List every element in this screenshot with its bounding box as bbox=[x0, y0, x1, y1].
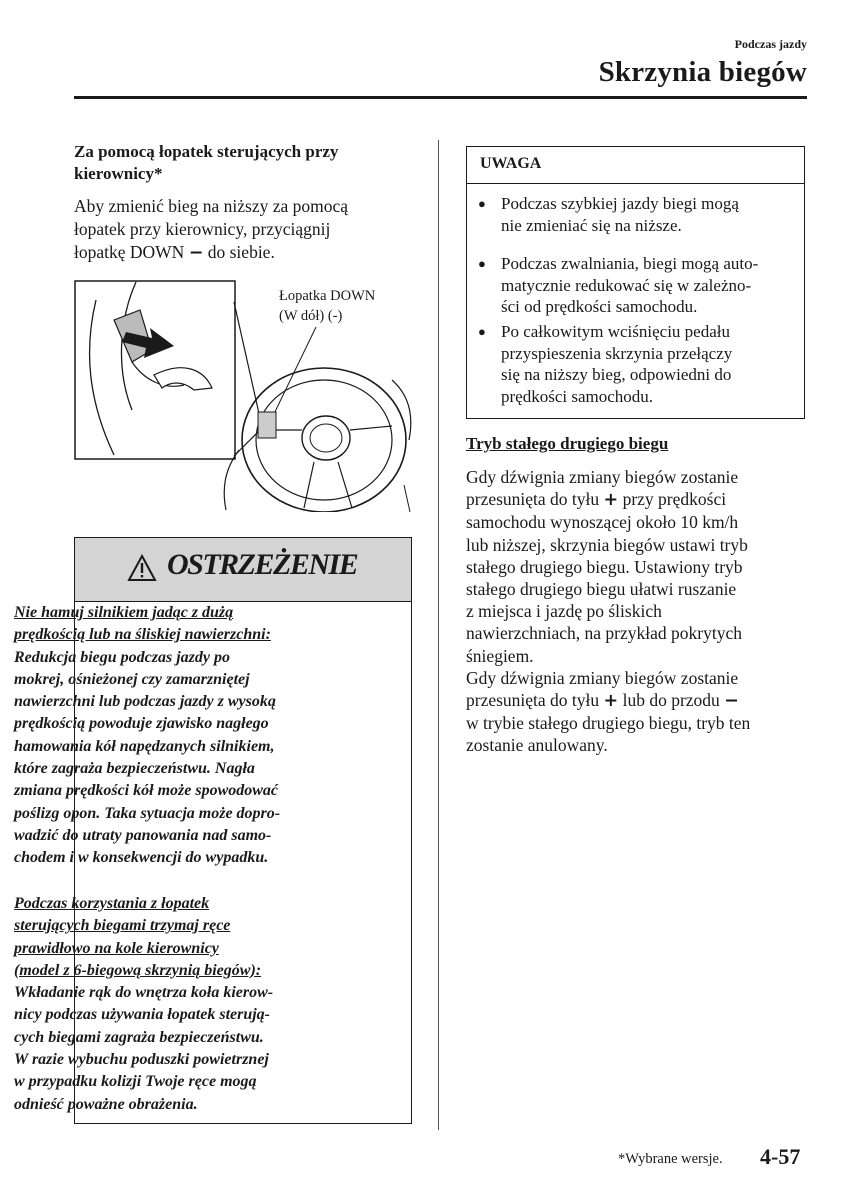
callout-line: (W dół) (-) bbox=[279, 308, 343, 324]
warning-triangle-icon bbox=[127, 554, 157, 582]
note-item bbox=[478, 193, 801, 236]
warning-paragraph bbox=[14, 602, 334, 870]
note-line: ści od prędkości samochodu. bbox=[501, 297, 698, 316]
body-line: z miejsca i jazdę po śliskich bbox=[466, 601, 662, 622]
heading-line: Za pomocą łopatek sterujących przy bbox=[74, 142, 339, 161]
body-text: łopatkę DOWN bbox=[74, 242, 185, 262]
warning-subheading: Podczas korzystania z łopatek bbox=[14, 895, 210, 912]
note-title: UWAGA bbox=[480, 155, 542, 172]
note-line: Po całkowitym wciśnięciu pedału bbox=[501, 322, 730, 341]
body-line bbox=[466, 689, 806, 712]
bullet-icon: ● bbox=[478, 324, 486, 339]
body-text: przesunięta do tyłu bbox=[466, 489, 600, 510]
bullet-icon: ● bbox=[478, 256, 486, 271]
second-gear-mode-text bbox=[466, 466, 806, 757]
body-text: do siebie. bbox=[207, 242, 275, 262]
bullet-icon: ● bbox=[478, 196, 486, 211]
warning-line: prędkością powoduje zjawisko nagłego bbox=[14, 715, 269, 733]
body-text: przesunięta do tyłu bbox=[466, 690, 600, 711]
steering-wheel-paddle-illustration bbox=[74, 280, 430, 512]
note-item bbox=[478, 321, 801, 407]
body-line: lub niższej, skrzynia biegów ustawi tryb bbox=[466, 534, 748, 555]
note-line: się na niższy bieg, odpowiedni do bbox=[501, 365, 732, 384]
plus-symbol: + bbox=[603, 691, 619, 712]
page-number: 4-57 bbox=[760, 1144, 801, 1169]
warning-line: poślizg opon. Taka sytuacja może dopro- bbox=[14, 804, 281, 822]
minus-symbol: − bbox=[188, 243, 204, 263]
warning-subheading: prawidłowo na kole kierownicy bbox=[14, 939, 219, 957]
paddle-down-callout bbox=[279, 286, 375, 326]
footer-note: *Wybrane wersje. bbox=[618, 1151, 723, 1167]
warning-paragraph bbox=[14, 893, 334, 1116]
minus-symbol: − bbox=[724, 691, 739, 712]
body-line: Gdy dźwignia zmiany biegów zostanie bbox=[466, 467, 739, 487]
body-text: przy prędkości bbox=[622, 489, 727, 510]
page-title: Skrzynia biegów bbox=[598, 56, 807, 88]
warning-line: nicy podczas używania łopatek sterują- bbox=[14, 1006, 271, 1024]
body-line bbox=[74, 241, 419, 265]
callout-line: Łopatka DOWN bbox=[279, 288, 376, 304]
warning-line: Wkładanie rąk do wnętrza koła kierow- bbox=[14, 984, 274, 1002]
body-line: nawierzchniach, na przykład pokrytych bbox=[466, 623, 742, 644]
body-line: Gdy dźwignia zmiany biegów zostanie bbox=[466, 667, 739, 688]
body-line bbox=[466, 488, 806, 511]
column-divider bbox=[438, 140, 439, 1130]
header-rule bbox=[74, 96, 807, 99]
body-text: lub do przodu bbox=[622, 690, 720, 711]
body-line: łopatek przy kierownicy, przyciągnij bbox=[74, 219, 331, 239]
paddle-shift-heading bbox=[74, 141, 424, 185]
warning-line: Redukcja biegu podczas jazdy po bbox=[14, 648, 230, 666]
warning-line: wadzić do utraty panowania nad samo- bbox=[14, 826, 272, 844]
warning-line: zmiana prędkości kół może spowodować bbox=[14, 782, 279, 800]
warning-subheading: Nie hamuj silnikiem jadąc z dużą bbox=[14, 604, 234, 621]
warning-line: hamowania kół napędzanych silnikiem, bbox=[14, 737, 275, 755]
warning-line: chodem i w konsekwencji do wypadku. bbox=[14, 849, 269, 867]
heading-line: kierownicy* bbox=[74, 164, 163, 183]
warning-line: mokrej, ośnieżonej czy zamarzniętej bbox=[14, 670, 250, 688]
note-header bbox=[467, 147, 804, 184]
body-line: samochodu wynoszącej około 10 km/h bbox=[466, 512, 739, 533]
body-line: śniegiem. bbox=[466, 645, 534, 666]
body-line: stałego drugiego biegu ułatwi ruszanie bbox=[466, 579, 737, 600]
warning-line: w przypadku kolizji Twoje ręce mogą bbox=[14, 1073, 257, 1091]
warning-line: W razie wybuchu poduszki powietrznej bbox=[14, 1051, 269, 1069]
body-line: Aby zmienić bieg na niższy za pomocą bbox=[74, 196, 349, 216]
note-line: matycznie redukować się w zależno- bbox=[501, 275, 752, 295]
warning-title: OSTRZEŻENIE bbox=[167, 548, 358, 581]
body-line: w trybie stałego drugiego biegu, tryb ten bbox=[466, 713, 751, 734]
section-title: Podczas jazdy bbox=[734, 37, 807, 51]
note-line: prędkości samochodu. bbox=[501, 386, 654, 406]
note-box bbox=[466, 146, 805, 419]
warning-line: odnieść poważne obrażenia. bbox=[14, 1095, 198, 1113]
note-line: Podczas szybkiej jazdy biegi mogą bbox=[501, 194, 739, 213]
warning-subheading: prędkością lub na śliskiej nawierzchni: bbox=[14, 626, 271, 644]
warning-line: które zagraża bezpieczeństwu. Nagła bbox=[14, 760, 255, 778]
warning-line: cych biegami zagraża bezpieczeństwu. bbox=[14, 1028, 264, 1046]
note-line: nie zmieniać się na niższe. bbox=[501, 215, 682, 235]
body-line: zostanie anulowany. bbox=[466, 735, 608, 756]
note-line: Podczas zwalniania, biegi mogą auto- bbox=[501, 254, 759, 273]
warning-subheading: (model z 6-biegową skrzynią biegów): bbox=[14, 961, 262, 979]
body-line: stałego drugiego biegu. Ustawiony tryb bbox=[466, 556, 743, 577]
warning-line: nawierzchni lub podczas jazdy z wysoką bbox=[14, 693, 276, 711]
second-gear-mode-heading: Tryb stałego drugiego biegu bbox=[466, 434, 669, 453]
plus-symbol: + bbox=[603, 490, 619, 511]
note-item bbox=[478, 253, 801, 318]
note-line: przyspieszenia skrzynia przełączy bbox=[501, 343, 733, 363]
warning-subheading: sterujących biegami trzymaj ręce bbox=[14, 917, 231, 935]
paddle-shift-instructions bbox=[74, 195, 419, 265]
warning-header bbox=[75, 538, 411, 602]
